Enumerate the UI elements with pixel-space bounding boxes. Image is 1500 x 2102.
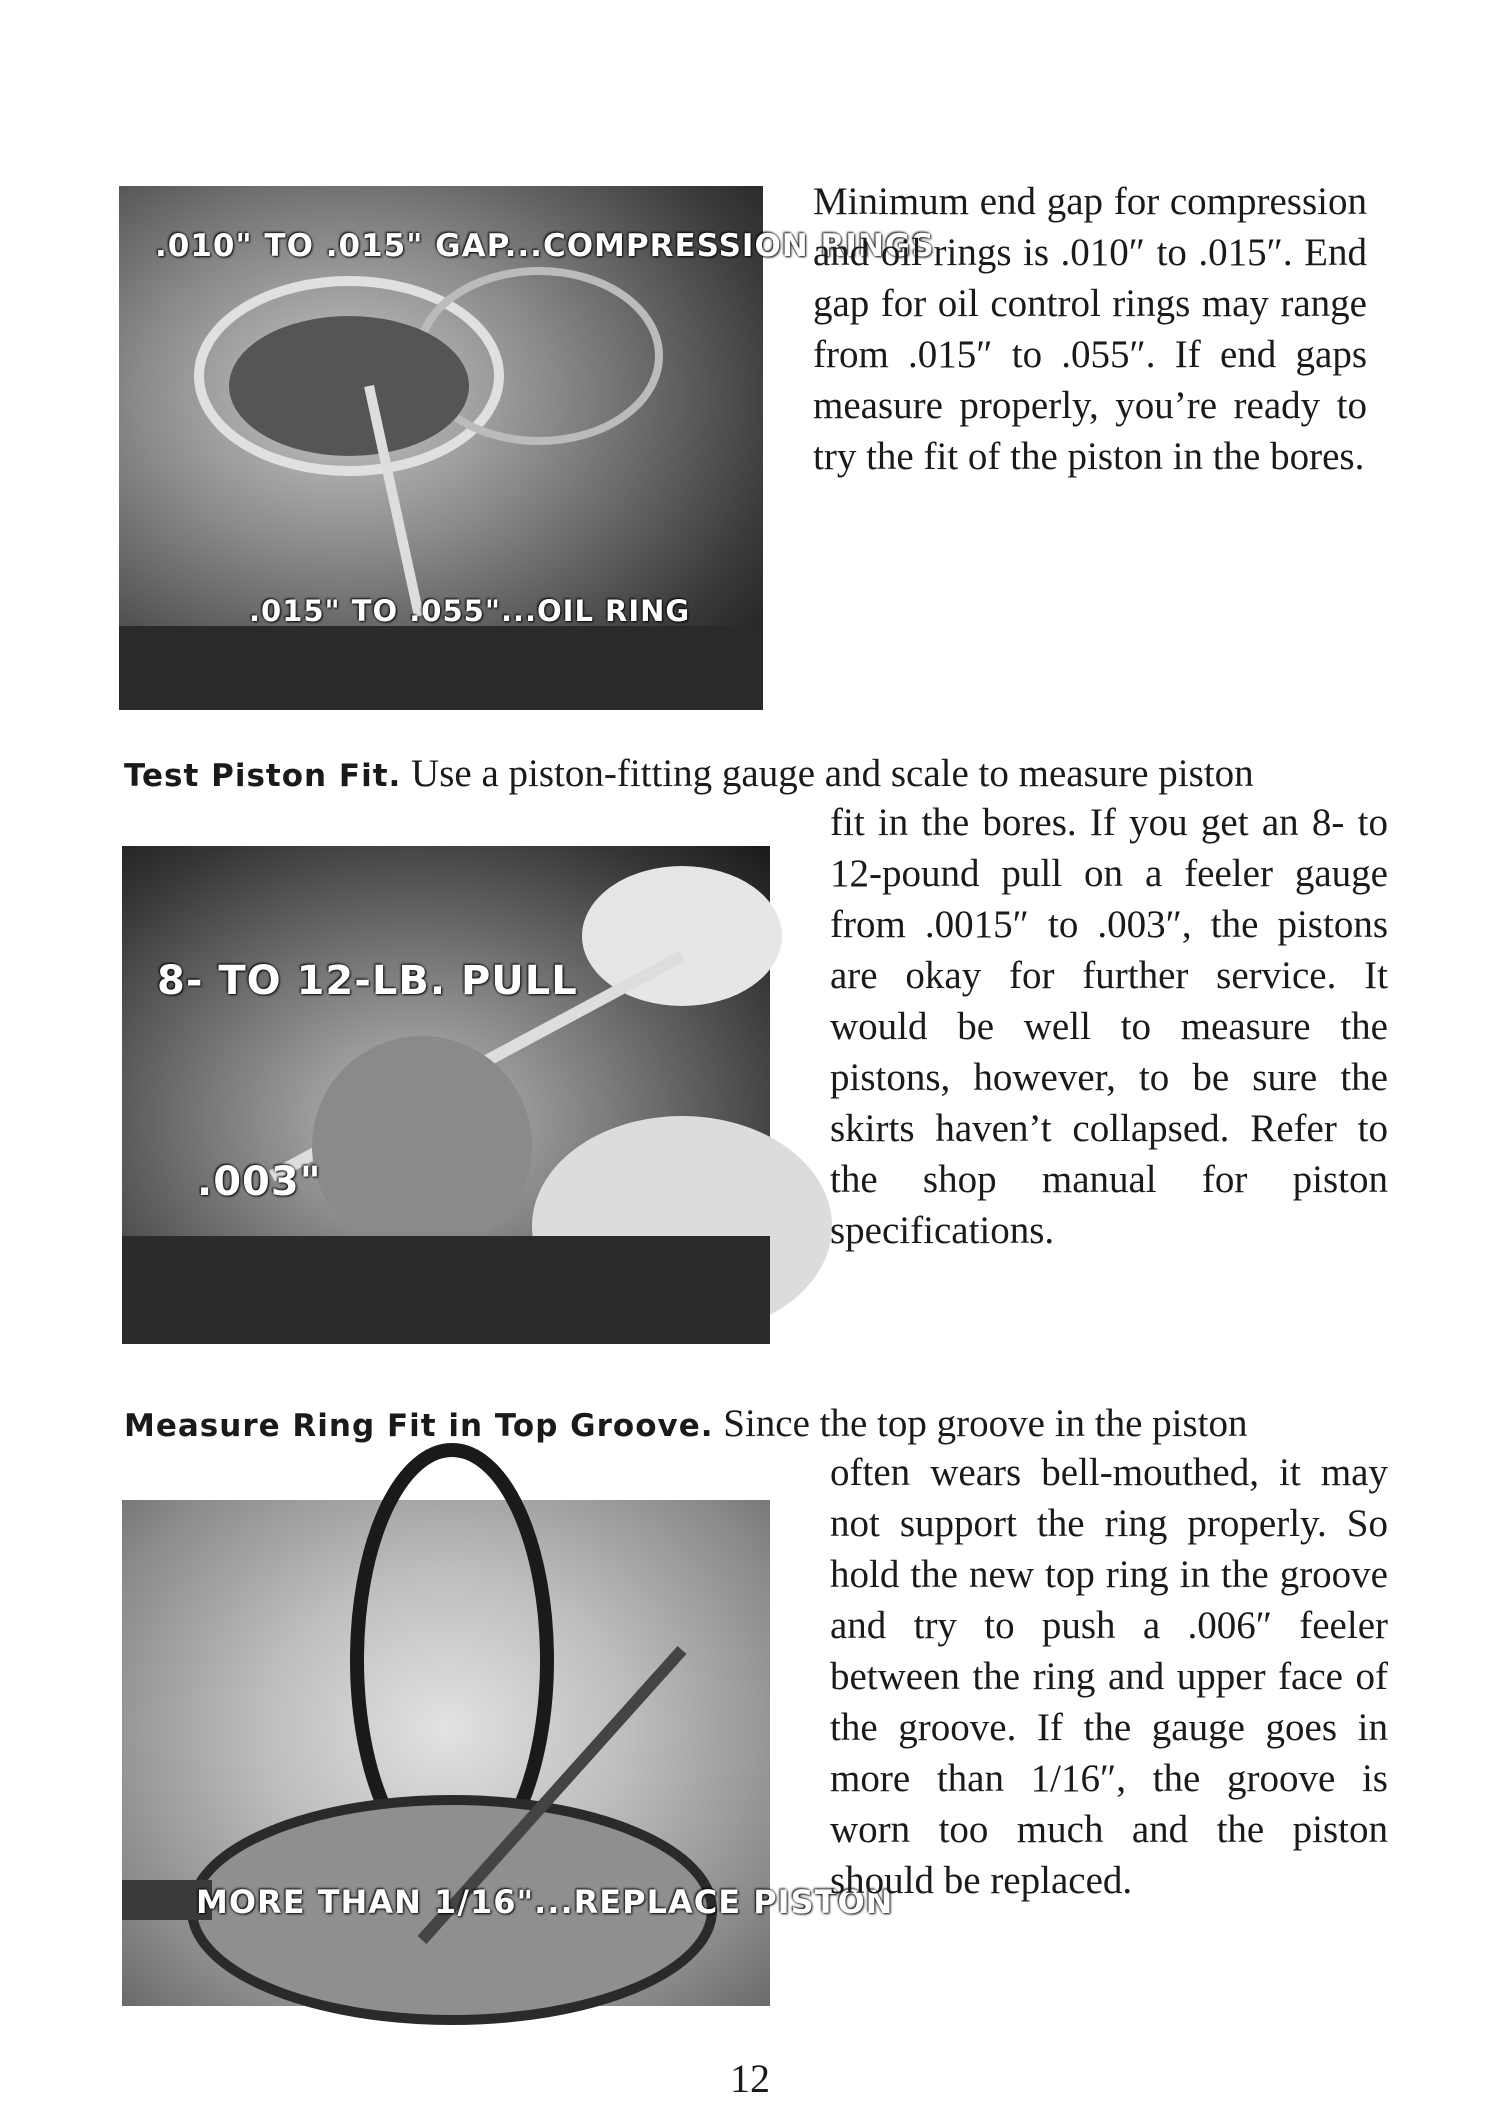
page-number: 12 <box>730 2056 770 2101</box>
ring-gap-text: Minimum end gap for compression and oil rings is .010″ to .015″. End gap for oil control rings may range from .015″ to .055″. If end gaps measure properly, you’re ready to try the fit of the piston in the bores. <box>813 180 1367 478</box>
photo-label-003: .003" <box>197 1159 322 1205</box>
piston-fit-text: fit in the bores. If you get an 8- to 12-pound pull on a feeler gauge from .0015″ to .003″, the pistons are okay for further service. It would be well to measure the pistons, however, to be sure the skirts haven’t collapsed. Refer to the shop manual for piston specifications. <box>830 801 1388 1252</box>
piston-fit-lead-line <box>124 748 1388 802</box>
piston-fit-lead-text: Use a piston-fitting gauge and scale to measure piston <box>411 752 1254 795</box>
top-groove-lead-line <box>124 1398 1388 1452</box>
ring-groove-photo <box>122 1500 894 2006</box>
top-groove-heading: Measure Ring Fit in Top Groove. <box>124 1408 714 1444</box>
piston-fit-heading: Test Piston Fit. <box>124 758 402 794</box>
piston-fit-gauge-photo <box>122 846 770 1344</box>
photo-label-pull: 8- TO 12-LB. PULL <box>157 958 578 1004</box>
photo-label-oil-ring: .015" TO .055"...OIL RING <box>249 594 691 628</box>
photo-label-compression-rings: .010" TO .015" GAP...COMPRESSION RINGS <box>155 228 935 264</box>
top-groove-text: often wears bell-mouthed, it may not support the ring properly. So hold the new top ring in the groove and try to push a .006″ feeler between the ring and upper face of the groove. If the gauge goes in more than 1/16″, the groove is worn too much and the piston should be replaced. <box>830 1451 1388 1902</box>
compression-ring-gap-photo <box>119 186 935 710</box>
top-groove-lead-text: Since the top groove in the piston <box>723 1402 1248 1445</box>
photo-label-replace-piston: MORE THAN 1/16"...REPLACE PISTON <box>196 1883 894 1921</box>
